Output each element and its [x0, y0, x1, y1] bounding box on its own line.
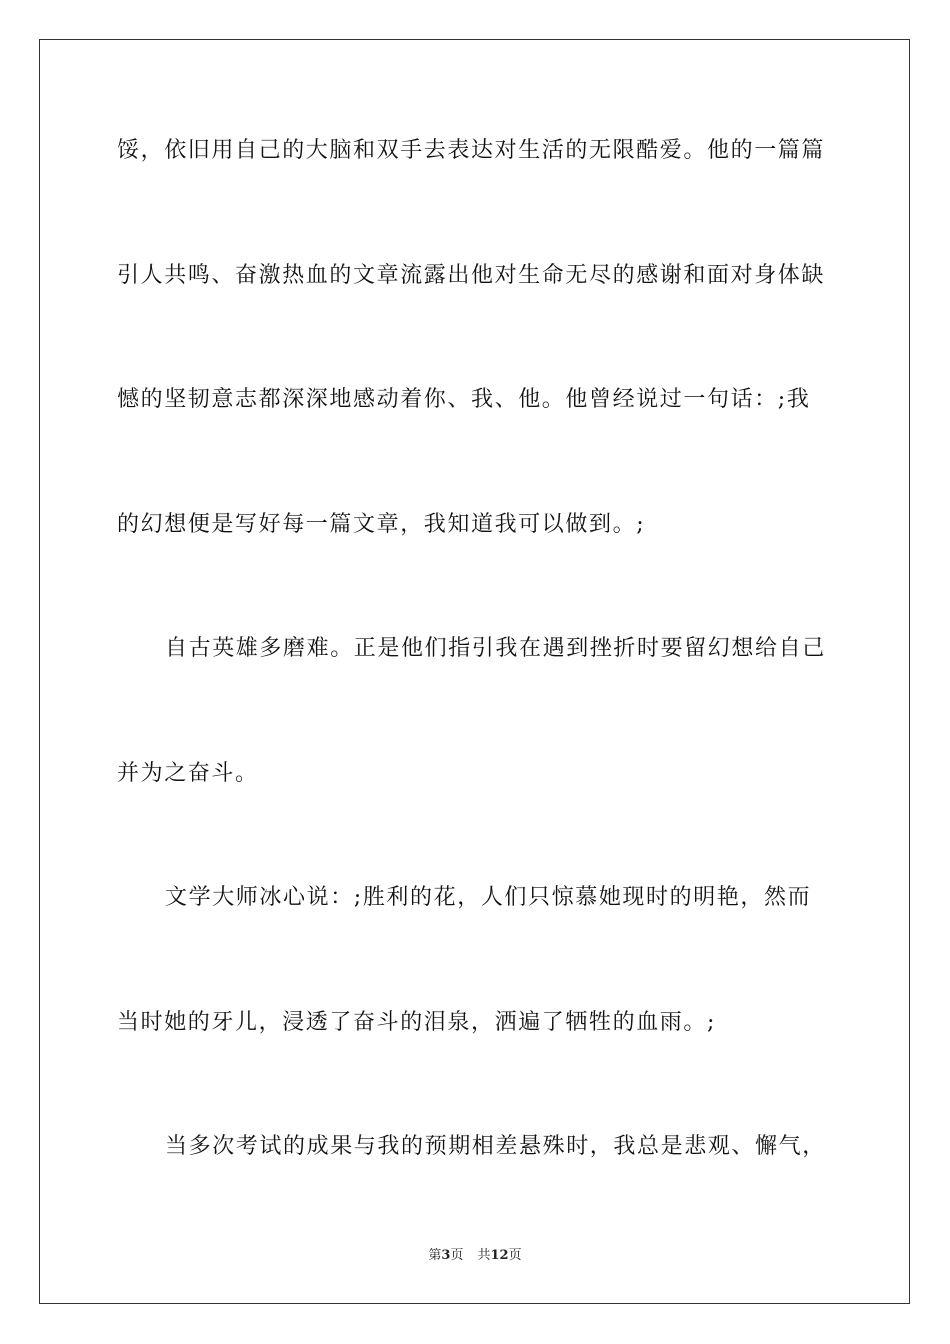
text-line: 憾的坚韧意志都深深地感动着你、我、他。他曾经说过一句话：;我	[117, 387, 811, 412]
page-prefix: 第	[428, 1248, 442, 1263]
total-suffix: 页	[508, 1248, 522, 1263]
current-page-number: 3	[441, 1248, 451, 1263]
paragraph-start-line: 文学大师冰心说：;胜利的花，人们只惊慕她现时的明艳，然而	[165, 885, 812, 910]
paragraph-start-line: 当多次考试的成果与我的预期相差悬殊时，我总是悲观、懈气，	[165, 1134, 826, 1159]
total-pages-number: 12	[490, 1248, 509, 1263]
paragraph-start-line: 自古英雄多磨难。正是他们指引我在遇到挫折时要留幻想给自己	[165, 636, 826, 661]
text-line: 馁，依旧用自己的大脑和双手去表达对生活的无限酷爱。他的一篇篇	[117, 138, 826, 163]
total-prefix: 共	[477, 1248, 491, 1263]
text-line: 的幻想便是写好每一篇文章，我知道我可以做到。;	[117, 512, 646, 537]
page-footer	[0, 1248, 950, 1264]
text-line: 引人共鸣、奋激热血的文章流露出他对生命无尽的感谢和面对身体缺	[117, 263, 826, 288]
page-border	[39, 39, 910, 1304]
page-suffix: 页	[450, 1248, 464, 1263]
text-line: 当时她的牙儿，浸透了奋斗的泪泉，洒遍了牺牲的血雨。;	[117, 1010, 717, 1035]
text-line: 并为之奋斗。	[117, 761, 259, 786]
